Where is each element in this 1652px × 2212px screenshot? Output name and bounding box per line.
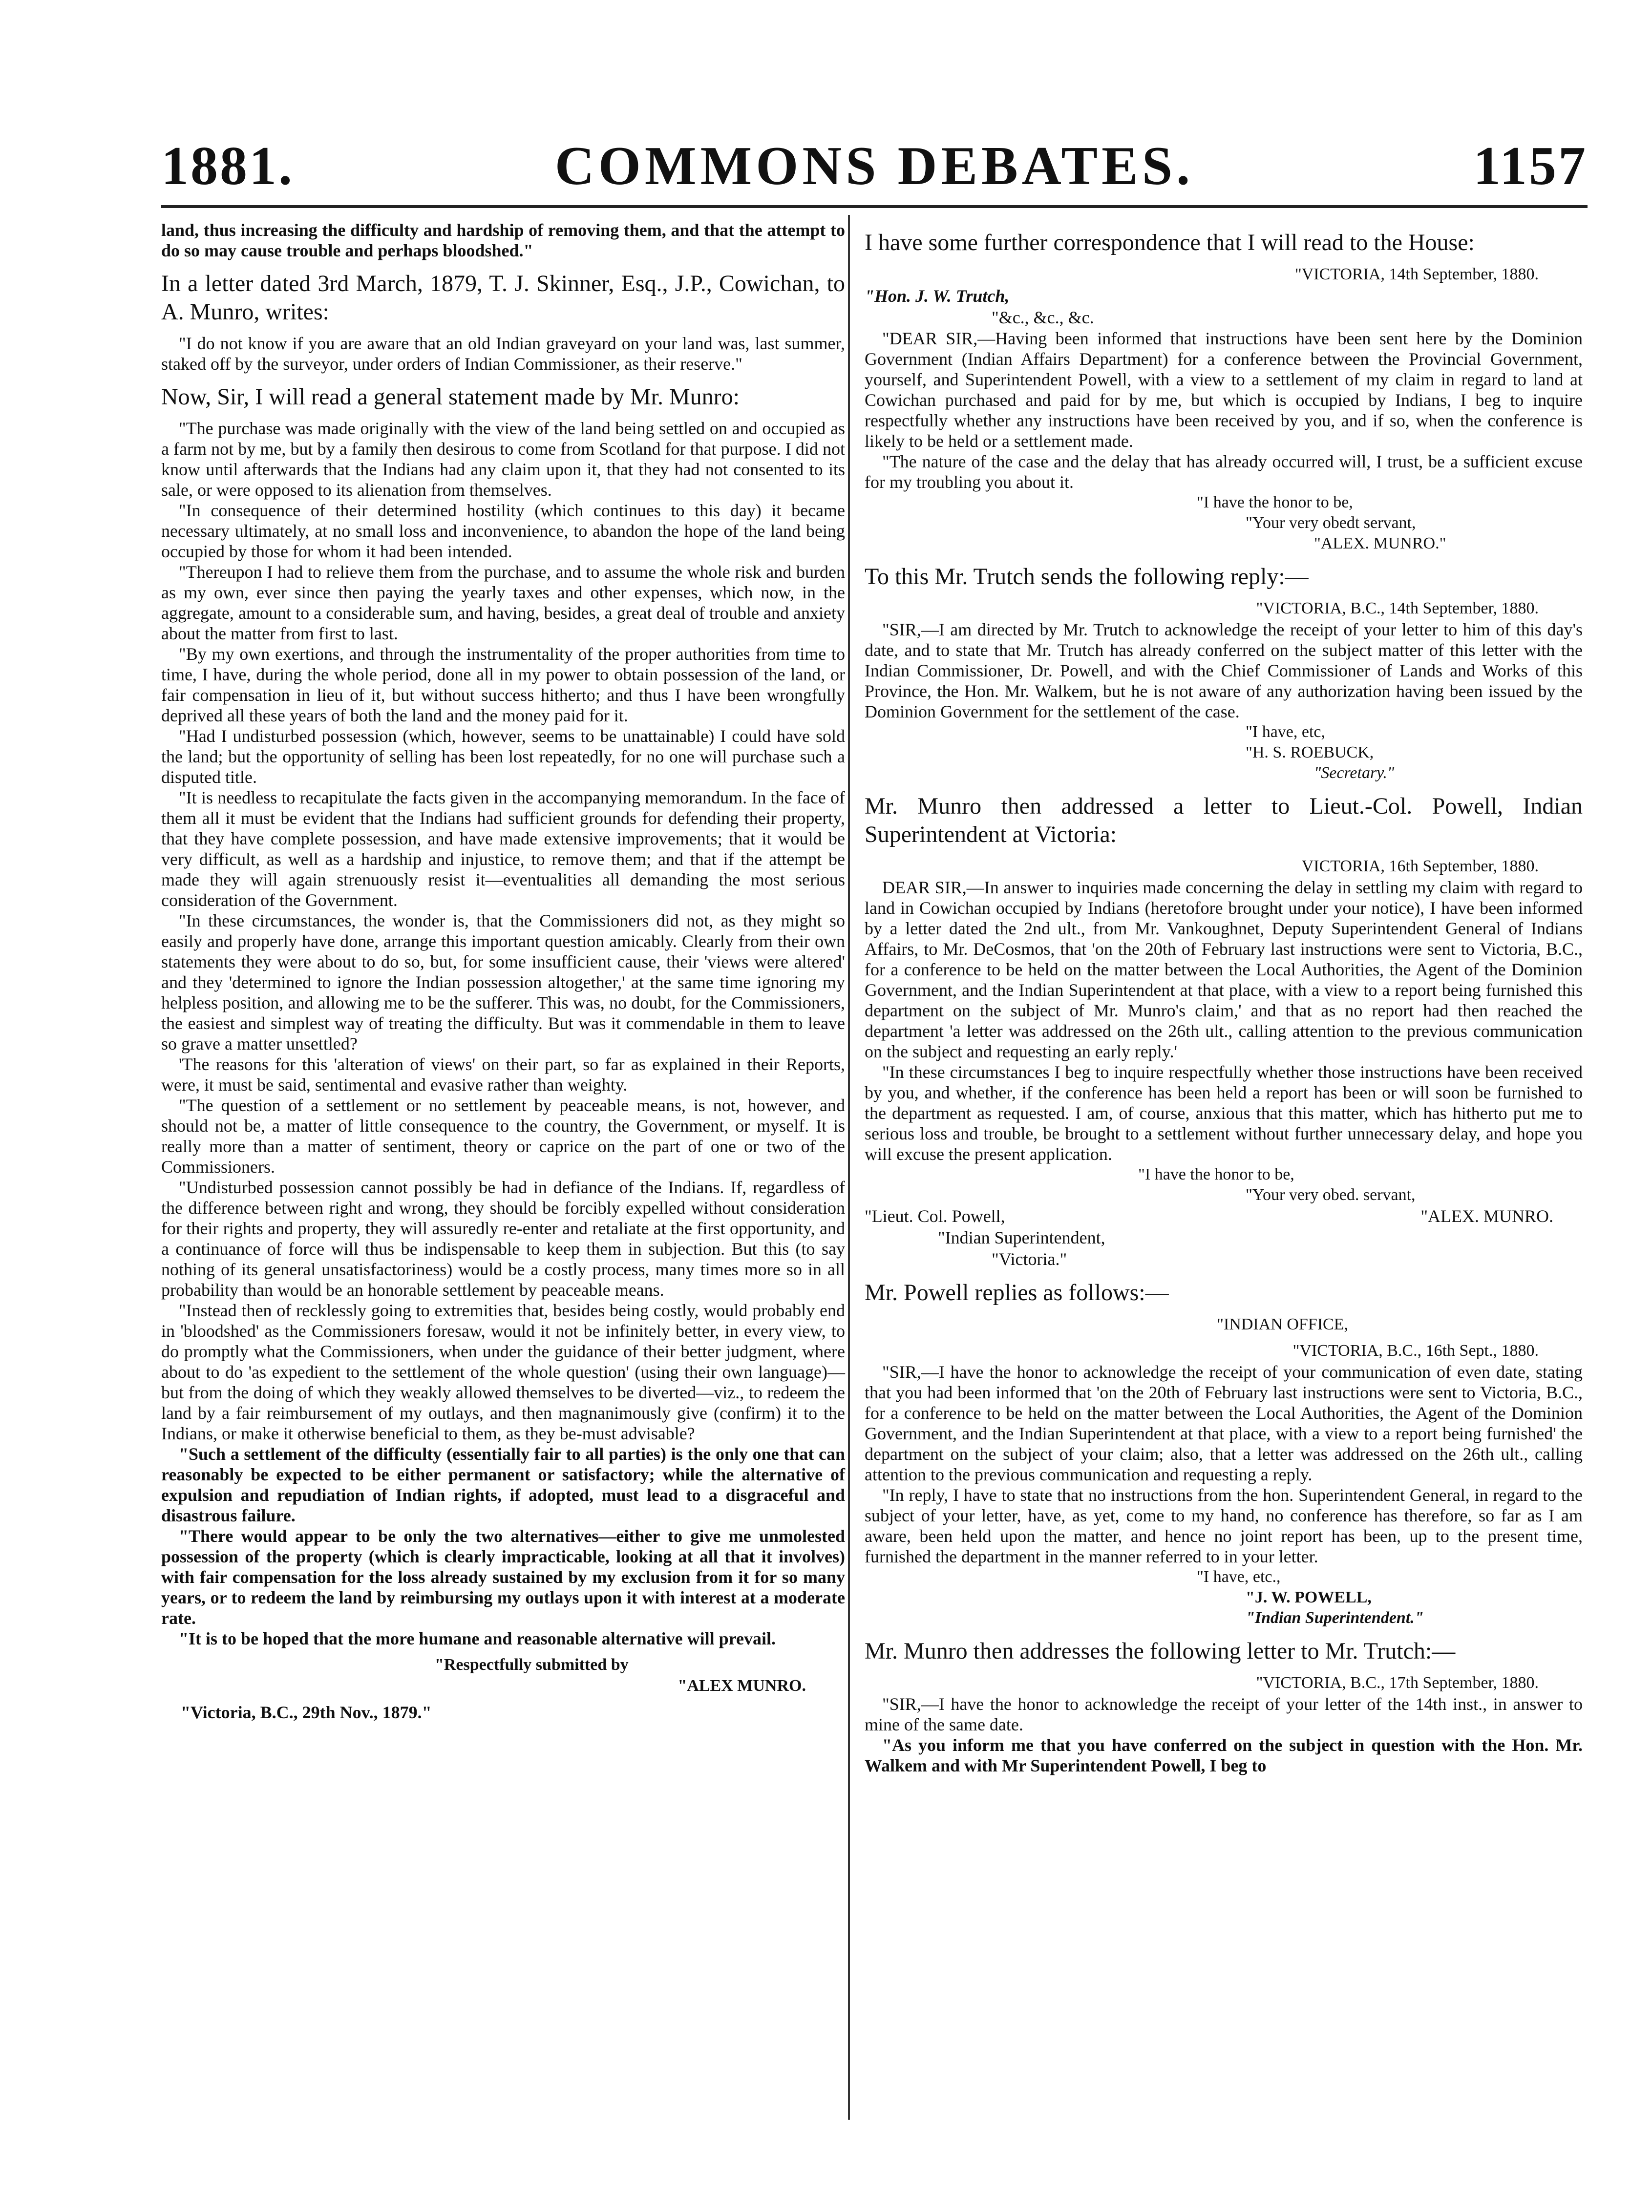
statement-paragraph: "The question of a settlement or no settlement by peaceable means, is not, however, and should not be, a matter of little consequence to the country, the Government, or myself. It is really more than a matter of sentiment, theory or caprice on the part of one or two of the Commissioners. <box>161 1095 845 1177</box>
statement-paragraph: 'The reasons for this 'alteration of views' on their part, so far as explained in their Reports, were, it must be said, sentimental and evasive rather than weighty. <box>161 1054 845 1095</box>
letter-addressee: "&c., &c., &c. <box>992 308 1094 327</box>
signoff-line: "I have the honor to be, <box>1197 493 1353 511</box>
speech-paragraph: In a letter dated 3rd March, 1879, T. J. Skinner, Esq., J.P., Cowichan, to A. Munro, writes: <box>161 271 845 325</box>
statement-paragraph: "The purchase was made originally with the view of the land being settled on and occupied as a farm not by me, but by a family then desirous to come from Scotland for that purpose. I did not know until afterwards that the Indians had any claim upon it, that they had not consented to its sale, or were opposed to its alienation from themselves. <box>161 419 845 500</box>
signature-name: "H. S. ROEBUCK, <box>1246 743 1374 761</box>
signoff-line: "I have, etc, <box>1246 723 1326 741</box>
statement-paragraph: "It is to be hoped that the more humane and reasonable alternative will prevail. <box>179 1629 776 1648</box>
statement-paragraph: "By my own exertions, and through the instrumentality of the proper authorities from time to time, I have, during the whole period, done all in my power to obtain possession of the land, or fair compensation in lieu of it, but without success hitherto; and thus I have been wrongfully deprived all these years of both the land and the money paid for it. <box>161 644 845 725</box>
place-date: "Victoria, B.C., 29th Nov., 1879." <box>181 1703 432 1722</box>
statement-paragraph: "It is needless to recapitulate the facts given in the accompanying memorandum. In the face of them all it must be evident that the Indians had sufficient grounds for defending their property, that they have complete possession, and have made extensive improvements; that it would be very difficult, as well as a hardship and injustice, to remove them; and that if the attempt be made they will again strenuously resist it—eventualities all demanding the most serious consideration of the Government. <box>161 788 845 910</box>
speech-paragraph: Mr. Munro then addresses the following letter to Mr. Trutch:— <box>865 1638 1456 1664</box>
letter-addressee: "Lieut. Col. Powell, <box>865 1206 1005 1226</box>
signature-name: "ALEX. MUNRO. <box>1420 1206 1553 1226</box>
statement-paragraph: "In consequence of their determined hostility (which continues to this day) it became necessary ultimately, at no small loss and inconvenience, to abandon the hope of the land being occupied by those for whom it had been intended. <box>161 501 845 561</box>
signoff-line: "Your very obedt servant, <box>1246 514 1416 532</box>
letter-paragraph: "SIR,—I have the honor to acknowledge the receipt of your letter of the 14th inst., in answer to mine of the same date. <box>865 1694 1583 1734</box>
header-rule <box>161 205 1588 208</box>
statement-paragraph: "Thereupon I had to relieve them from the purchase, and to assume the whole risk and burden as my own, ever since then paying the yearly taxes and other expenses, which now, in the aggregate, amount to a considerable sum, and having, besides, a great deal of trouble and anxiety about the matter from first to last. <box>161 562 845 643</box>
letter-date: "VICTORIA, 14th September, 1880. <box>1294 265 1539 283</box>
header-title: COMMONS DEBATES. <box>554 136 1194 196</box>
letter-date: "VICTORIA, B.C., 17th September, 1880. <box>1256 1674 1539 1692</box>
letter-paragraph: "The nature of the case and the delay that has already occurred will, I trust, be a sufficient excuse for my troubling you about it. <box>865 452 1583 492</box>
letter-paragraph: "DEAR SIR,—Having been informed that instructions have been sent here by the Dominion Government (Indian Affairs Department) for a conference between the Provincial Government, yourself, and Superintendent Powell, with a view to a settlement of my claim in regard to land at Cowichan purchased and paid for by me, but which is occupied by Indians, I beg to inquire respectfully whether any instructions have been received by you, and if so, when the conference is likely to be held or a settlement made. <box>865 329 1583 451</box>
signature-title: "Secretary." <box>1314 764 1395 782</box>
right-column <box>865 220 1583 1776</box>
letter-paragraph: "SIR,—I have the honor to acknowledge the receipt of your communication of even date, stating that you had been informed that 'on the 20th of February last instructions were sent to Victoria, B.C., for a conference to be held on the matter between the Local Authorities, the Agent of the Dominion Government, and the Indian Superintendent at that place, with a view to a report being furnished' the department on the subject of your claim; also, that a letter was addressed on the 26th ult., calling attention to the previous communication and requesting a reply. <box>865 1362 1583 1484</box>
statement-paragraph: "There would appear to be only the two alternatives—either to give me unmolested possession of the property (which is clearly impracticable, looking at all that it involves) with fair compensation for the loss already sustained by my exclusion from it for so many years, or to redeem the land by reimbursing my outlays upon it with interest at a moderate rate. <box>161 1526 845 1628</box>
signoff-line: "Your very obed. servant, <box>1246 1186 1416 1204</box>
header-page-number: 1157 <box>1473 136 1588 196</box>
left-column <box>161 220 845 1723</box>
signoff-line: "I have, etc., <box>1197 1568 1281 1586</box>
signoff-line: "Respectfully submitted by <box>435 1656 629 1674</box>
speech-paragraph: I have some further correspondence that I will read to the House: <box>865 230 1475 255</box>
signature-name: "ALEX MUNRO. <box>678 1677 806 1695</box>
letter-paragraph: "In these circumstances I beg to inquire respectfully whether those instructions have been received by you, and whether, if the conference has been held a report has been or will soon be furnished to the department as requested. I am, of course, anxious that this matter, which has hitherto put me to serious loss and trouble, be brought to a settlement without further unnecessary delay, and hope you will excuse the present application. <box>865 1062 1583 1164</box>
letter-office: "INDIAN OFFICE, <box>1217 1315 1348 1333</box>
speech-paragraph: Now, Sir, I will read a general statement made by Mr. Munro: <box>161 384 740 410</box>
column-divider <box>848 215 850 2120</box>
statement-paragraph: "Such a settlement of the difficulty (essentially fair to all parties) is the only one that can reasonably be expected to be either permanent or satisfactory; while the alternative of expulsion and repudiation of Indian rights, if adopted, must lead to a disgraceful and disastrous failure. <box>161 1444 845 1525</box>
signature-title: "Indian Superintendent." <box>1246 1609 1424 1627</box>
speech-paragraph: Mr. Powell replies as follows:— <box>865 1280 1169 1306</box>
letter-date: "VICTORIA, B.C., 14th September, 1880. <box>1256 599 1539 617</box>
speech-paragraph: Mr. Munro then addressed a letter to Lieut.-Col. Powell, Indian Superintendent at Victoria: <box>865 793 1583 847</box>
signature-name: "J. W. POWELL, <box>1246 1588 1372 1606</box>
page-header <box>161 137 1588 195</box>
letter-paragraph: "In reply, I have to state that no instructions from the hon. Superintendent General, in regard to the subject of your letter, have, as yet, come to my hand, no conference has therefore, so far as I am aware, been held upon the matter, and hence no joint report has been, up to the present time, furnished the department in the manner referred to in your letter. <box>865 1485 1583 1566</box>
quoted-paragraph: "I do not know if you are aware that an old Indian graveyard on your land was, last summer, staked off by the surveyor, under orders of Indian Commissioner, as their reserve." <box>161 334 845 374</box>
statement-paragraph: "Instead then of recklessly going to extremities that, besides being costly, would probably end in 'bloodshed' as the Commissioners foresaw, would it not be infinitely better, in every view, to do promptly what the Commissioners, when under the guidance of their better judgment, where about to do 'as expedient to the settlement of the whole question' (using their own language)—but from the doing of which they weakly allowed themselves to be diverted—viz., to redeem the land by a fair reimbursement of my outlays, and then magnanimously give (confirm) it to the Indians, or make it otherwise beneficial to them, as they be-must advisable? <box>161 1301 845 1443</box>
letter-paragraph: "SIR,—I am directed by Mr. Trutch to acknowledge the receipt of your letter to him of this day's date, and to state that Mr. Trutch has already conferred on the subject matter of this letter with the Indian Commissioner, Dr. Powell, and with the Chief Commissioner of Lands and Works of this Province, the Hon. Mr. Walkem, but he is not aware of any authorization having been issued by the Dominion Government for the settlement of the case. <box>865 620 1583 721</box>
letter-date: "VICTORIA, B.C., 16th Sept., 1880. <box>1292 1342 1539 1360</box>
letter-paragraph: "As you inform me that you have conferred on the subject in question with the Hon. Mr. Walkem and with Mr Superintendent Powell, I beg to <box>865 1735 1583 1775</box>
letter-addressee: "Indian Superintendent, <box>938 1228 1105 1247</box>
letter-addressee: "Victoria." <box>992 1249 1067 1269</box>
letter-addressee: "Hon. J. W. Trutch, <box>865 286 1010 306</box>
speech-paragraph: To this Mr. Trutch sends the following reply:— <box>865 564 1309 590</box>
statement-paragraph: "In these circumstances, the wonder is, that the Commissioners did not, as they might so easily and properly have done, arrange this important question amicably. Clearly from their own statements they were about to do so, but, for some insufficient cause, their 'views were altered' and they 'determined to ignore the Indian possession altogether,' at the same time ignoring my helpless position, and allowing me to be the sufferer. This was, no doubt, for the Commissioners, the easiest and simplest way of treating the difficulty. But was it commendable in them to leave so grave a matter unsettled? <box>161 911 845 1053</box>
signoff-line: "I have the honor to be, <box>1138 1165 1294 1183</box>
statement-paragraph: "Undisturbed possession cannot possibly be had in defiance of the Indians. If, regardless of the difference between right and wrong, they should be forcibly expelled without consideration for their rights and property, they will assuredly re-enter and retaliate at the first opportunity, and a continuance of force will thus be indispensable to keep them in subjection. But this (to say nothing of its general unsatisfactoriness) would be a costly process, many times more so in all probability than would be an honorable settlement by peaceable means. <box>161 1178 845 1300</box>
addressee-row <box>865 1205 1583 1227</box>
signature-name: "ALEX. MUNRO." <box>1314 534 1446 552</box>
paragraph: land, thus increasing the difficulty and hardship of removing them, and that the attempt to do so may cause trouble and perhaps bloodshed." <box>161 220 845 260</box>
header-year: 1881. <box>161 136 294 196</box>
letter-date: VICTORIA, 16th September, 1880. <box>1301 857 1539 875</box>
statement-paragraph: "Had I undisturbed possession (which, however, seems to be unattainable) I could have sold the land; but the opportunity of selling has been lost repeatedly, for no one will purchase such a disputed title. <box>161 726 845 787</box>
letter-paragraph: DEAR SIR,—In answer to inquiries made concerning the delay in settling my claim with regard to land in Cowichan occupied by Indians (heretofore brought under your notice), I have been informed by a letter dated the 2nd ult., from Mr. Vankoughnet, Deputy Superintendent General of Indians Affairs, to Mr. DeCosmos, that 'on the 20th of February last instructions were sent to Victoria, B.C., for a conference to be held on the matter between the Local Authorities, the Agent of the Dominion Government, and the Indian Superintendent at that place, with a view to a report being furnished this department on the subject of Mr. Munro's claim,' and that as no report had then reached the department 'a letter was addressed on the 26th ult., calling attention to the previous communication on the subject and requesting an early reply.' <box>865 878 1583 1061</box>
